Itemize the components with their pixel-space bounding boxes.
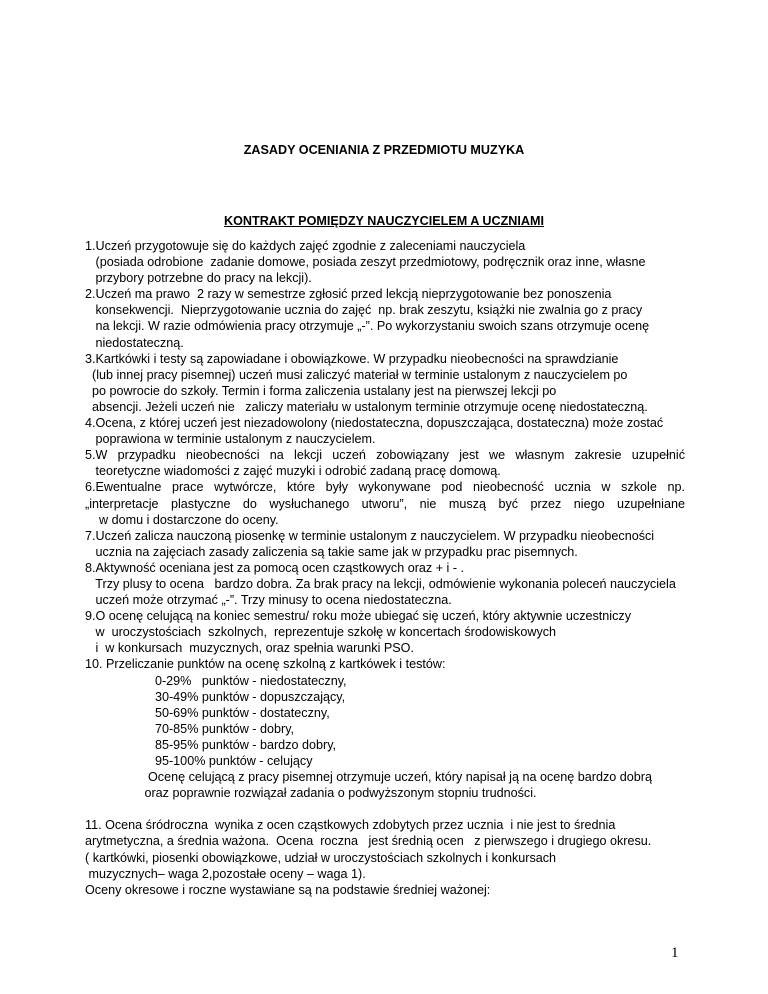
body-line: po powrocie do szkoły. Termin i forma zaliczenia ustalany jest na pierwszej lekcji po	[85, 383, 557, 398]
body-line: oraz poprawnie rozwiązał zadania o podwyższonym stopniu trudności.	[85, 786, 537, 801]
body-line: 7.Uczeń zalicza nauczoną piosenkę w terminie ustalonym z nauczycielem. W przypadku nieobecności	[85, 528, 655, 543]
document-body	[85, 238, 685, 898]
body-line: muzycznych– waga 2,pozostałe oceny – waga 1).	[85, 866, 366, 881]
body-line: konsekwencji. Nieprzygotowanie ucznia do zajęć np. brak zeszytu, książki nie zwalnia go z pracy	[85, 303, 643, 318]
body-line: Oceny okresowe i roczne wystawiane są na podstawie średniej ważonej:	[85, 882, 491, 897]
body-line: 9.O ocenę celującą na koniec semestru/ roku może ubiegać się uczeń, który aktywnie uczestniczy	[85, 609, 631, 624]
body-line: 10. Przeliczanie punktów na ocenę szkolną z kartkówek i testów:	[85, 657, 446, 672]
body-line: 4.Ocena, z której uczeń jest niezadowolony (niedostateczna, dopuszczająca, dostateczna) może zostać	[85, 416, 664, 431]
body-line: poprawiona w terminie ustalonym z nauczycielem.	[85, 432, 376, 447]
body-line: uczeń może otrzymać „-”. Trzy minusy to ocena niedostateczna.	[85, 593, 452, 608]
document-subtitle: KONTRAKT POMIĘDZY NAUCZYCIELEM A UCZNIAMI	[224, 214, 544, 228]
body-line: 3.Kartkówki i testy są zapowiadane i obowiązkowe. W przypadku nieobecności na sprawdzianie	[85, 351, 619, 366]
body-line: 30-49% punktów - dopuszczający,	[85, 689, 346, 704]
blank-line	[85, 801, 685, 817]
body-line: ucznia na zajęciach zasady zaliczenia są takie same jak w przypadku prac pisemnych.	[85, 544, 578, 559]
body-line: 11. Ocena śródroczna wynika z ocen cząstkowych zdobytych przez ucznia i nie jest to średnia	[85, 818, 616, 833]
body-line: na lekcji. W razie odmówienia pracy otrzymuje „-”. Po wykorzystaniu swoich szans otrzymuje ocenę	[85, 319, 650, 334]
body-line: absencji. Jeżeli uczeń nie zaliczy materiału w ustalonym terminie otrzymuje ocenę niedostateczną.	[85, 399, 648, 414]
body-line: Trzy plusy to ocena bardzo dobra. Za brak pracy na lekcji, odmówienie wykonania poleceń nauczyciela	[85, 576, 676, 591]
body-line: ( kartkówki, piosenki obowiązkowe, udział w uroczystościach szkolnych i konkursach	[85, 850, 557, 865]
body-line: 2.Uczeń ma prawo 2 razy w semestrze zgłosić przed lekcją nieprzygotowanie bez ponoszenia	[85, 287, 612, 302]
body-line: w uroczystościach szkolnych, reprezentuje szkołę w koncertach środowiskowych	[85, 625, 557, 640]
document-title: ZASADY OCENIANIA Z PRZEDMIOTU MUZYKA	[243, 143, 525, 157]
body-line: w domu i dostarczone do oceny.	[85, 512, 279, 527]
body-line: 8.Aktywność oceniana jest za pomocą ocen cząstkowych oraz + i - .	[85, 560, 465, 575]
page-number: 1	[671, 945, 679, 961]
body-line: 50-69% punktów - dostateczny,	[85, 705, 330, 720]
body-line: Ocenę celującą z pracy pisemnej otrzymuje uczeń, który napisał ją na ocenę bardzo dobrą	[85, 770, 653, 785]
body-line: 0-29% punktów - niedostateczny,	[85, 673, 347, 688]
body-line: teoretyczne wiadomości z zajęć muzyki i odrobić zadaną pracę domową.	[85, 464, 501, 479]
body-line: (posiada odrobione zadanie domowe, posiada zeszyt przedmiotowy, podręcznik oraz inne, własne	[85, 255, 646, 270]
body-line: 70-85% punktów - dobry,	[85, 721, 295, 736]
body-line: 6.Ewentualne prace wytwórcze, które były wykonywane pod nieobecność ucznia w szkole np.	[85, 480, 685, 495]
body-line: 85-95% punktów - bardzo dobry,	[85, 737, 337, 752]
body-line: (lub innej pracy pisemnej) uczeń musi zaliczyć materiał w terminie ustalonym z nauczycielem po	[85, 367, 628, 382]
body-line: arytmetyczna, a średnia ważona. Ocena roczna jest średnią ocen z pierwszego i drugiego okresu.	[85, 834, 652, 849]
body-line: „interpretacje plastyczne do wysłuchanego utworu”, nie muszą być przez niego uzupełniane	[85, 496, 685, 511]
body-line: 1.Uczeń przygotowuje się do każdych zajęć zgodnie z zaleceniami nauczyciela	[85, 239, 526, 253]
body-line: i w konkursach muzycznych, oraz spełnia warunki PSO.	[85, 641, 414, 656]
body-line: 5.W przypadku nieobecności na lekcji uczeń zobowiązany jest we własnym zakresie uzupełnić	[85, 448, 685, 463]
body-line: 95-100% punktów - celujący	[85, 754, 313, 768]
body-line: niedostateczną.	[85, 335, 184, 350]
body-line: przybory potrzebne do pracy na lekcji).	[85, 271, 312, 286]
